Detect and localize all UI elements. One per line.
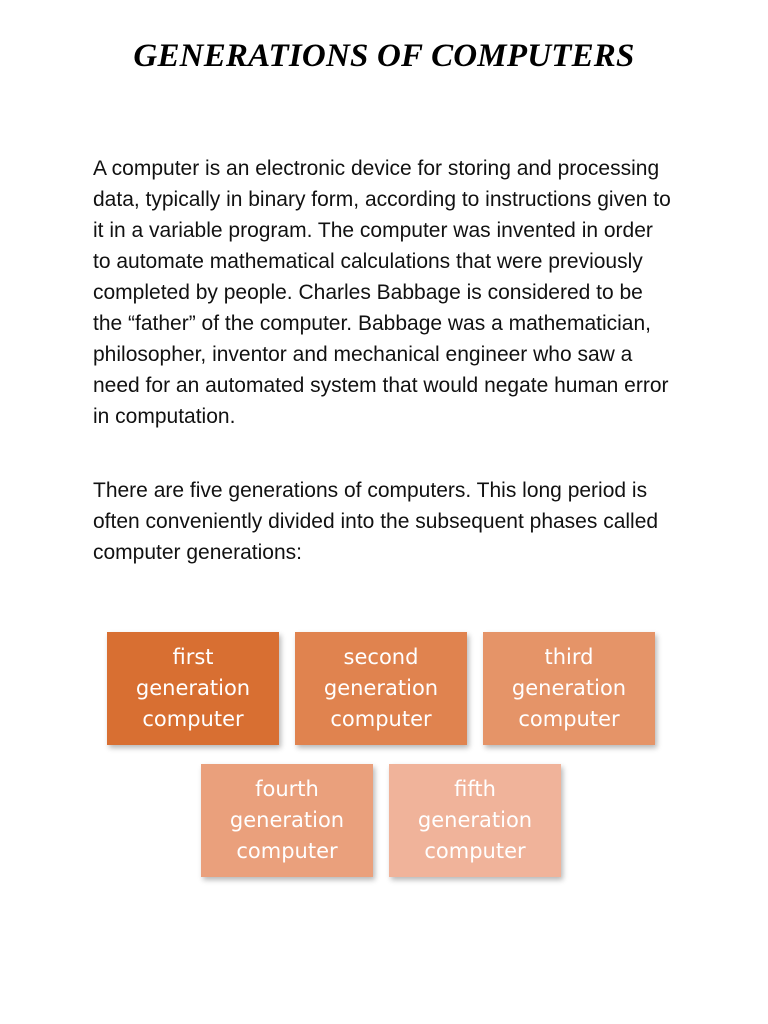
first-generation-box [107, 632, 279, 745]
fifth-generation-label: fifth generation computer [417, 777, 533, 863]
fourth-generation-label: fourth generation computer [229, 777, 345, 863]
second-generation-label: second generation computer [323, 645, 439, 731]
third-generation-label: third generation computer [511, 645, 627, 731]
page-title: GENERATIONS OF COMPUTERS [133, 38, 635, 74]
second-generation-box [295, 632, 467, 745]
fourth-generation-box [201, 764, 373, 877]
intro-paragraph: A computer is an electronic device for storing and processing data, typically in binary form, according to instructions given to it in a variable program. The computer was invented in order to automate mathematical calculations that were previously completed by people. Charles Babbage is considered to be the “father” of the computer. Babbage was a mathematician, philosopher, inventor and mechanical engineer who saw a need for an automated system that would negate human error in computation. [93, 157, 671, 428]
first-generation-label: first generation computer [135, 645, 251, 731]
third-generation-box [483, 632, 655, 745]
fifth-generation-box [389, 764, 561, 877]
generations-paragraph: There are five generations of computers. This long period is often conveniently divided into the subsequent phases called computer generations: [93, 479, 659, 564]
